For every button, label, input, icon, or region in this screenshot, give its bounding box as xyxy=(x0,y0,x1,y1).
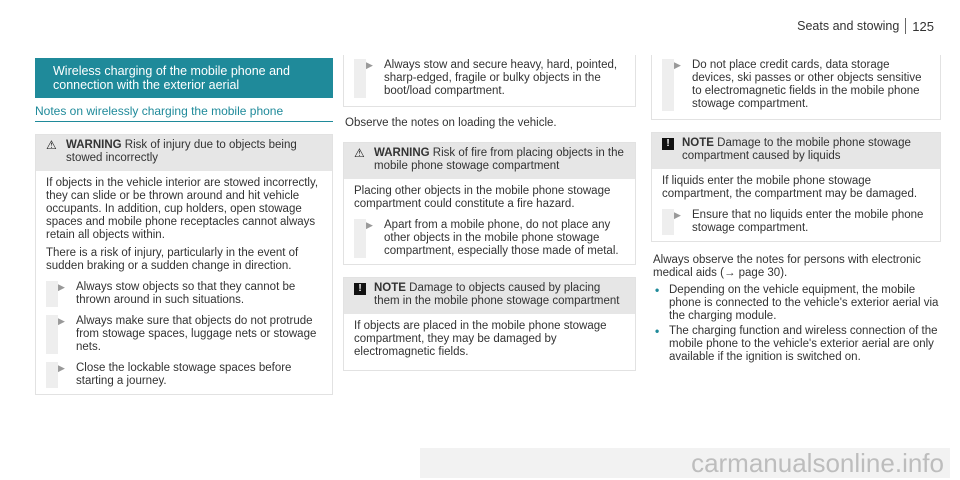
warning-label: WARNING xyxy=(374,147,430,159)
sub-heading: Notes on wirelessly charging the mobile phone xyxy=(35,104,333,122)
column-right xyxy=(651,55,941,364)
note-paragraph: If liquids enter the mobile phone stowage compartment, the compartment may be damaged. xyxy=(662,175,918,200)
bullet-text: The charging function and wireless connection of the mobile phone to the vehicle's exterior aerial are only available if the ignition is switched on. xyxy=(669,325,938,363)
warning-title: Risk of injury due to objects being stowed incorrectly xyxy=(66,139,297,164)
note-label: NOTE xyxy=(374,282,406,294)
header-divider xyxy=(905,18,906,34)
step-item xyxy=(46,281,322,307)
note-body xyxy=(652,169,940,241)
step-arrow-icon: ▶ xyxy=(674,60,681,70)
bullet-text: Depending on the vehicle equipment, the mobile phone is connected to the vehicle's exterior aerial via the charging module. xyxy=(669,284,939,322)
step-text: Close the lockable stowage spaces before starting a journey. xyxy=(76,362,292,387)
step-text: Apart from a mobile phone, do not place any other objects in the mobile phone stowage compartment, especially those made of metal. xyxy=(384,219,619,257)
step-item xyxy=(354,59,625,98)
step-item xyxy=(662,209,930,235)
watermark: carmanualsonline.info xyxy=(420,448,950,478)
step-text: Do not place credit cards, data storage devices, ski passes or other objects sensitive to electromagnetic fields in the mobile phone stowage compartment. xyxy=(692,59,922,110)
section-heading: Wireless charging of the mobile phone and connection with the exterior aerial xyxy=(35,58,333,98)
step-arrow-icon: ▶ xyxy=(58,282,65,292)
list-item xyxy=(651,325,941,364)
warning-body xyxy=(344,179,635,264)
chapter-title: Seats and stowing xyxy=(797,19,900,33)
note-box-objects xyxy=(343,277,636,371)
note-header xyxy=(344,278,635,314)
step-item xyxy=(46,315,322,354)
warning-paragraph: There is a risk of injury, particularly in the event of sudden braking or a sudden change in direction. xyxy=(46,247,299,272)
warning-box-injury xyxy=(35,134,333,395)
bullet-dot-icon: • xyxy=(655,283,660,297)
warning-body xyxy=(36,171,332,394)
exclamation-icon: ! xyxy=(662,138,674,150)
continued-box xyxy=(343,55,636,107)
step-arrow-icon: ▶ xyxy=(366,60,373,70)
note-label: NOTE xyxy=(682,137,714,149)
warning-header xyxy=(36,135,332,171)
warning-paragraph: If objects in the vehicle interior are stowed incorrectly, they can slide or be thrown around and hit vehicle occupants. In addition, cup holders, open stowage spaces and mobile phone receptacles cannot always retain all objects within. xyxy=(46,177,319,241)
note-title: Damage to the mobile phone stowage compartment caused by liquids xyxy=(682,137,911,162)
note-box-liquids xyxy=(651,132,941,242)
observe-medical-text: Always observe the notes for persons with electronic medical aids (→ page 30). xyxy=(653,254,921,279)
warning-paragraph: Placing other objects in the mobile phone stowage compartment could constitute a fire hazard. xyxy=(354,185,611,210)
step-text: Always stow and secure heavy, hard, pointed, sharp-edged, fragile or bulky objects in the boot/load compartment. xyxy=(384,59,618,97)
step-arrow-icon: ▶ xyxy=(58,363,65,373)
step-item xyxy=(46,362,322,388)
page-header xyxy=(797,18,934,34)
note-title: Damage to objects caused by placing them in the mobile phone stowage compartment xyxy=(374,282,620,307)
note-body xyxy=(344,314,635,370)
exclamation-icon: ! xyxy=(354,283,366,295)
step-arrow-icon: ▶ xyxy=(366,220,373,230)
observe-loading-text: Observe the notes on loading the vehicle. xyxy=(345,117,557,129)
list-item xyxy=(651,284,941,323)
warning-triangle-icon: ⚠ xyxy=(46,138,57,152)
column-left xyxy=(35,58,333,395)
warning-label: WARNING xyxy=(66,139,122,151)
step-arrow-icon: ▶ xyxy=(58,316,65,326)
step-text: Always make sure that objects do not protrude from stowage spaces, luggage nets or stowage nets. xyxy=(76,315,317,353)
warning-header xyxy=(344,143,635,179)
step-item xyxy=(354,219,625,258)
step-item xyxy=(662,59,930,111)
note-header xyxy=(652,133,940,169)
step-text: Ensure that no liquids enter the mobile phone stowage compartment. xyxy=(692,209,924,234)
step-arrow-icon: ▶ xyxy=(674,210,681,220)
warning-triangle-icon: ⚠ xyxy=(354,146,365,160)
page-number: 125 xyxy=(912,18,934,34)
step-text: Always stow objects so that they cannot be thrown around in such situations. xyxy=(76,281,296,306)
continued-box xyxy=(651,55,941,120)
warning-title: Risk of fire from placing objects in the mobile phone stowage compartment xyxy=(374,147,624,172)
column-middle xyxy=(343,55,636,371)
bullet-dot-icon: • xyxy=(655,324,660,338)
note-paragraph: If objects are placed in the mobile phone stowage compartment, they may be damaged by electromagnetic fields. xyxy=(354,320,607,358)
warning-box-fire xyxy=(343,142,636,265)
